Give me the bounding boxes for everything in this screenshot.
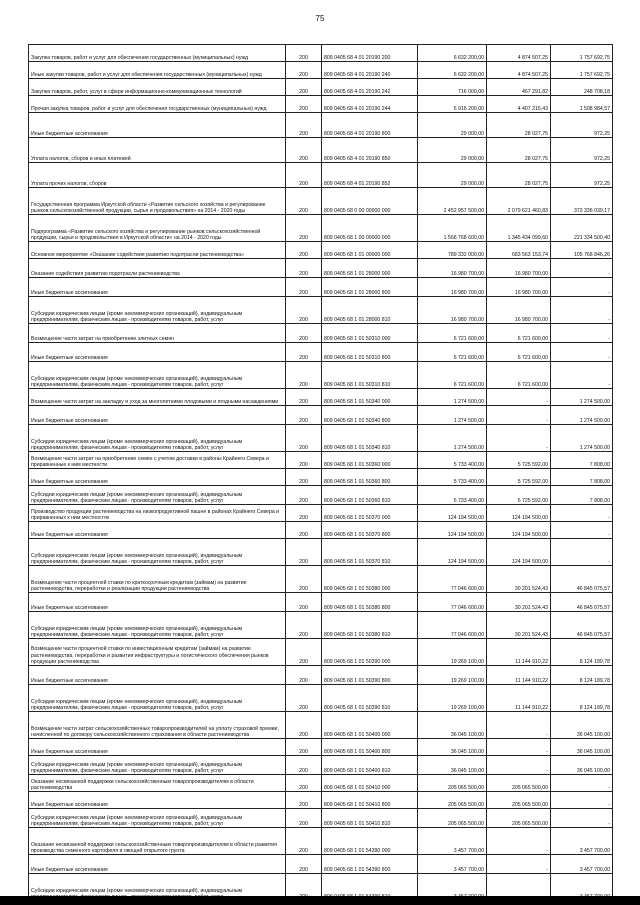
- row-amount-3-cell: -: [551, 775, 613, 792]
- row-amount-2-cell: 205 065 500,00: [487, 792, 551, 809]
- row-name-cell: Иные бюджетные ассигнования: [29, 739, 286, 756]
- row-name-cell: Иные бюджетные ассигнования: [29, 113, 286, 138]
- row-amount-3-cell: 1 508 984,57: [551, 96, 613, 113]
- row-code-cell: 200: [286, 792, 322, 809]
- table-row: [29, 855, 613, 874]
- budget-table: [28, 44, 613, 901]
- row-code-cell: 200: [286, 486, 322, 505]
- row-amount-2-cell: 16 980 700,00: [487, 259, 551, 278]
- row-name-cell: Иные бюджетные ассигнования: [29, 522, 286, 539]
- row-amount-1-cell: 6 721 600,00: [418, 343, 487, 362]
- table-row: [29, 522, 613, 539]
- table-row: [29, 259, 613, 278]
- row-classification-cell: 809 0405 68 1 01 50390 800: [322, 666, 418, 685]
- row-amount-3-cell: 1 757 692,75: [551, 45, 613, 62]
- row-amount-1-cell: 19 269 100,00: [418, 685, 487, 712]
- row-name-cell: Государственная программа Иркутской области «Развитие сельского хозяйства и регулирование рынков сельскохозяйственной продукции, сырья и продовольствия» на 2014 - 2020 годы: [29, 188, 286, 215]
- row-amount-2-cell: -: [487, 389, 551, 406]
- table-row: [29, 278, 613, 297]
- row-amount-3-cell: -: [551, 324, 613, 343]
- table-row: [29, 297, 613, 324]
- row-name-cell: Оказание несвязанной поддержки сельскохозяйственным товаропроизводителям в области развития производства семенного картофеля и овощей открытого грунта: [29, 828, 286, 855]
- row-code-cell: 200: [286, 324, 322, 343]
- row-amount-2-cell: 5 725 592,00: [487, 486, 551, 505]
- row-name-cell: Возмещение части затрат сельскохозяйственных товаропроизводителей на уплату страховой премии, начисленной по договору сельскохозяйственного страхования в области растениеводства: [29, 712, 286, 739]
- table-row: [29, 62, 613, 79]
- row-name-cell: Иные бюджетные ассигнования: [29, 406, 286, 425]
- row-amount-3-cell: 36 045 100,00: [551, 712, 613, 739]
- row-name-cell: Субсидии юридическим лицам (кроме некоммерческих организаций), индивидуальным предпринимателям, физическим лицам - производителям товаров, работ, услуг: [29, 539, 286, 566]
- table-row: [29, 809, 613, 828]
- row-name-cell: Иные бюджетные ассигнования: [29, 343, 286, 362]
- row-code-cell: 200: [286, 215, 322, 242]
- row-amount-1-cell: 6 721 600,00: [418, 324, 487, 343]
- row-amount-2-cell: 30 201 524,43: [487, 593, 551, 612]
- row-code-cell: 200: [286, 242, 322, 259]
- row-amount-3-cell: -: [551, 522, 613, 539]
- row-amount-1-cell: 29 000,00: [418, 113, 487, 138]
- row-name-cell: Возмещение части затрат на приобретение семян с учетом доставки в районы Крайнего Севера и приравненные к ним местности: [29, 452, 286, 469]
- row-classification-cell: 809 0405 68 1 01 50340 810: [322, 425, 418, 452]
- row-amount-1-cell: 36 045 100,00: [418, 756, 487, 775]
- row-amount-1-cell: 1 566 768 600,00: [418, 215, 487, 242]
- row-code-cell: 200: [286, 593, 322, 612]
- row-amount-2-cell: 2 079 621 460,83: [487, 188, 551, 215]
- budget-table-body: [29, 45, 613, 901]
- row-classification-cell: 809 0405 68 1 01 50370 810: [322, 539, 418, 566]
- row-amount-2-cell: 16 980 700,00: [487, 297, 551, 324]
- row-name-cell: Закупка товаров, работ и услуг для обеспечения государственных (муниципальных) нужд: [29, 45, 286, 62]
- row-amount-3-cell: -: [551, 343, 613, 362]
- row-amount-3-cell: 105 768 846,26: [551, 242, 613, 259]
- table-row: [29, 188, 613, 215]
- row-code-cell: 200: [286, 343, 322, 362]
- row-amount-2-cell: -: [487, 828, 551, 855]
- row-amount-2-cell: 11 144 910,22: [487, 639, 551, 666]
- table-row: [29, 389, 613, 406]
- row-amount-2-cell: 28 027,75: [487, 113, 551, 138]
- row-classification-cell: 809 0405 68 1 01 50310 800: [322, 343, 418, 362]
- row-amount-3-cell: 36 045 100,00: [551, 739, 613, 756]
- table-row: [29, 756, 613, 775]
- row-name-cell: Субсидии юридическим лицам (кроме некоммерческих организаций), индивидуальным предпринимателям, физическим лицам - производителям товаров, работ, услуг: [29, 756, 286, 775]
- row-code-cell: 200: [286, 45, 322, 62]
- row-amount-1-cell: 205 065 500,00: [418, 792, 487, 809]
- table-row: [29, 79, 613, 96]
- row-amount-1-cell: 124 194 500,00: [418, 505, 487, 522]
- row-code-cell: 200: [286, 666, 322, 685]
- row-classification-cell: 809 0405 68 1 01 28000 800: [322, 278, 418, 297]
- row-amount-3-cell: -: [551, 505, 613, 522]
- row-amount-1-cell: 16 980 700,00: [418, 297, 487, 324]
- row-classification-cell: 809 0405 68 1 01 50380 800: [322, 593, 418, 612]
- row-classification-cell: 809 0405 68 4 01 20190 244: [322, 96, 418, 113]
- row-classification-cell: 809 0405 68 1 01 50370 000: [322, 505, 418, 522]
- row-amount-2-cell: 467 291,82: [487, 79, 551, 96]
- row-name-cell: Иные бюджетные ассигнования: [29, 469, 286, 486]
- row-code-cell: 200: [286, 756, 322, 775]
- row-amount-1-cell: 29 000,00: [418, 163, 487, 188]
- row-amount-2-cell: -: [487, 425, 551, 452]
- row-amount-1-cell: 6 632 200,00: [418, 62, 487, 79]
- row-code-cell: 200: [286, 138, 322, 163]
- table-row: [29, 775, 613, 792]
- row-amount-3-cell: 248 708,18: [551, 79, 613, 96]
- row-amount-1-cell: 1 274 500,00: [418, 406, 487, 425]
- row-name-cell: Субсидии юридическим лицам (кроме некоммерческих организаций), индивидуальным: [29, 874, 286, 901]
- row-amount-2-cell: 205 065 500,00: [487, 775, 551, 792]
- row-amount-3-cell: 7 808,00: [551, 486, 613, 505]
- row-code-cell: 200: [286, 712, 322, 739]
- row-amount-3-cell: 8 124 189,78: [551, 666, 613, 685]
- row-code-cell: 200: [286, 389, 322, 406]
- row-name-cell: Основное мероприятие «Оказание содействия развитию подотрасли растениеводства»: [29, 242, 286, 259]
- row-amount-2-cell: 205 065 500,00: [487, 809, 551, 828]
- row-amount-2-cell: 6 721 600,00: [487, 362, 551, 389]
- row-name-cell: Иные бюджетные ассигнования: [29, 855, 286, 874]
- row-amount-2-cell: 28 027,75: [487, 138, 551, 163]
- row-amount-3-cell: 7 808,00: [551, 469, 613, 486]
- row-code-cell: 200: [286, 362, 322, 389]
- row-amount-1-cell: 36 045 100,00: [418, 739, 487, 756]
- row-classification-cell: 809 0405 68 1 01 50340 800: [322, 406, 418, 425]
- row-amount-3-cell: 221 334 500,40: [551, 215, 613, 242]
- table-row: [29, 566, 613, 593]
- table-row: [29, 505, 613, 522]
- table-row: [29, 324, 613, 343]
- row-amount-3-cell: 46 845 075,57: [551, 612, 613, 639]
- row-classification-cell: 809 0405 68 1 01 28000 810: [322, 297, 418, 324]
- row-amount-2-cell: -: [487, 712, 551, 739]
- row-name-cell: Оказание содействия развитию подотрасли растениеводства: [29, 259, 286, 278]
- row-classification-cell: 809 0405 68 1 01 28000 000: [322, 259, 418, 278]
- row-amount-2-cell: 11 144 910,22: [487, 666, 551, 685]
- row-classification-cell: 809 0405 68 1 01 50310 810: [322, 362, 418, 389]
- row-code-cell: 200: [286, 685, 322, 712]
- row-amount-2-cell: 124 194 500,00: [487, 505, 551, 522]
- row-name-cell: Возмещение части затрат на закладку и уход за многолетними плодовыми и ягодными насаждениями: [29, 389, 286, 406]
- table-row: [29, 113, 613, 138]
- row-classification-cell: 809 0405 68 1 01 50360 810: [322, 486, 418, 505]
- row-code-cell: 200: [286, 79, 322, 96]
- row-amount-1-cell: 16 980 700,00: [418, 259, 487, 278]
- row-classification-cell: 809 0405 68 1 01 50400 810: [322, 756, 418, 775]
- row-classification-cell: 809 0405 68 1 01 50390 810: [322, 685, 418, 712]
- table-row: [29, 612, 613, 639]
- row-amount-2-cell: 683 563 153,74: [487, 242, 551, 259]
- row-classification-cell: 809 0405 68 4 01 20190 852: [322, 163, 418, 188]
- row-classification-cell: 809 0405 68 4 01 20190 200: [322, 45, 418, 62]
- row-amount-3-cell: -: [551, 809, 613, 828]
- row-amount-1-cell: 1 274 500,00: [418, 389, 487, 406]
- row-amount-3-cell: 1 274 500,00: [551, 425, 613, 452]
- row-amount-2-cell: 124 194 500,00: [487, 539, 551, 566]
- row-classification-cell: 809 0405 68 1 01 50410 810: [322, 809, 418, 828]
- row-amount-1-cell: 29 000,00: [418, 138, 487, 163]
- row-classification-cell: 809 0405 68 4 01 20190 800: [322, 113, 418, 138]
- row-code-cell: 200: [286, 163, 322, 188]
- row-amount-2-cell: 30 201 524,43: [487, 566, 551, 593]
- row-classification-cell: 809 0405 68 4 01 20190 240: [322, 62, 418, 79]
- row-code-cell: 200: [286, 259, 322, 278]
- row-name-cell: Субсидии юридическим лицам (кроме некоммерческих организаций), индивидуальным предпринимателям, физическим лицам - производителям товаров, работ, услуг: [29, 425, 286, 452]
- row-amount-1-cell: 19 269 100,00: [418, 639, 487, 666]
- row-amount-3-cell: -: [551, 297, 613, 324]
- row-classification-cell: 809 0405 68 1 01 54390 800: [322, 855, 418, 874]
- row-code-cell: 200: [286, 775, 322, 792]
- row-amount-2-cell: 4 874 507,25: [487, 45, 551, 62]
- row-amount-1-cell: 5 916 200,00: [418, 96, 487, 113]
- row-name-cell: Субсидии юридическим лицам (кроме некоммерческих организаций), индивидуальным предпринимателям, физическим лицам - производителям товаров, работ, услуг: [29, 809, 286, 828]
- row-amount-2-cell: -: [487, 406, 551, 425]
- row-code-cell: 200: [286, 639, 322, 666]
- row-amount-1-cell: 5 733 400,00: [418, 486, 487, 505]
- row-amount-1-cell: 716 000,00: [418, 79, 487, 96]
- row-classification-cell: 809 0405 68 1 01 50410 000: [322, 775, 418, 792]
- row-amount-2-cell: -: [487, 739, 551, 756]
- row-amount-2-cell: 5 725 592,00: [487, 452, 551, 469]
- table-row: [29, 343, 613, 362]
- row-amount-1-cell: 789 332 000,00: [418, 242, 487, 259]
- row-name-cell: Уплата налогов, сборов и иных платежей: [29, 138, 286, 163]
- row-amount-2-cell: 4 407 215,43: [487, 96, 551, 113]
- table-row: [29, 469, 613, 486]
- row-name-cell: Субсидии юридическим лицам (кроме некоммерческих организаций), индивидуальным предпринимателям, физическим лицам - производителям товаров, работ, услуг: [29, 612, 286, 639]
- row-amount-2-cell: -: [487, 756, 551, 775]
- row-name-cell: Субсидии юридическим лицам (кроме некоммерческих организаций), индивидуальным предпринимателям, физическим лицам - производителям товаров, работ, услуг: [29, 362, 286, 389]
- row-name-cell: Возмещение части затрат на приобретение элитных семян: [29, 324, 286, 343]
- row-code-cell: 200: [286, 406, 322, 425]
- row-amount-2-cell: 11 144 910,22: [487, 685, 551, 712]
- row-amount-1-cell: 5 733 400,00: [418, 469, 487, 486]
- row-code-cell: 200: [286, 566, 322, 593]
- row-code-cell: 200: [286, 96, 322, 113]
- row-name-cell: Иные бюджетные ассигнования: [29, 593, 286, 612]
- table-row: [29, 215, 613, 242]
- table-row: [29, 666, 613, 685]
- row-amount-1-cell: 1 274 500,00: [418, 425, 487, 452]
- row-name-cell: Иные бюджетные ассигнования: [29, 792, 286, 809]
- row-classification-cell: 809 0405 68 1 01 50340 000: [322, 389, 418, 406]
- table-row: [29, 452, 613, 469]
- row-amount-1-cell: 36 045 100,00: [418, 712, 487, 739]
- row-amount-3-cell: -: [551, 278, 613, 297]
- row-amount-3-cell: -: [551, 792, 613, 809]
- table-row: [29, 362, 613, 389]
- row-amount-3-cell: 1 274 500,00: [551, 389, 613, 406]
- table-row: [29, 425, 613, 452]
- row-code-cell: 200: [286, 425, 322, 452]
- row-code-cell: 200: [286, 855, 322, 874]
- row-name-cell: Производство продукции растениеводства на низкопродуктивной пашне в районах Крайнего Севера и приравненных к ним местностях: [29, 505, 286, 522]
- row-classification-cell: 809 0405 68 1 01 50380 810: [322, 612, 418, 639]
- row-code-cell: 200: [286, 62, 322, 79]
- row-amount-2-cell: 124 194 500,00: [487, 522, 551, 539]
- row-code-cell: 200: [286, 452, 322, 469]
- row-amount-3-cell: 972,25: [551, 138, 613, 163]
- row-amount-3-cell: 46 845 075,57: [551, 566, 613, 593]
- row-amount-1-cell: 124 194 500,00: [418, 522, 487, 539]
- row-name-cell: Уплата прочих налогов, сборов: [29, 163, 286, 188]
- row-code-cell: 200: [286, 297, 322, 324]
- row-amount-1-cell: 19 269 100,00: [418, 666, 487, 685]
- row-amount-3-cell: 36 045 100,00: [551, 756, 613, 775]
- row-code-cell: 200: [286, 505, 322, 522]
- row-classification-cell: 809 0405 68 1 01 50360 000: [322, 452, 418, 469]
- row-classification-cell: 809 0405 68 1 01 50370 800: [322, 522, 418, 539]
- row-name-cell: Возмещение части процентной ставки по инвестиционным кредитам (займам) на развитие растениеводства, переработки и развития инфраструктуры и логистического обеспечения рынков продукции растениеводства: [29, 639, 286, 666]
- row-amount-3-cell: 3 457 700,00: [551, 855, 613, 874]
- row-classification-cell: 809 0405 68 0 00 00000 000: [322, 188, 418, 215]
- page-number: 75: [315, 14, 325, 23]
- row-classification-cell: 809 0405 68 1 01 54390 000: [322, 828, 418, 855]
- row-classification-cell: 809 0405 68 1 01 50310 000: [322, 324, 418, 343]
- row-amount-1-cell: 205 065 500,00: [418, 775, 487, 792]
- table-row: [29, 163, 613, 188]
- row-classification-cell: 809 0405 68 4 01 20190 242: [322, 79, 418, 96]
- row-amount-3-cell: 7 808,00: [551, 452, 613, 469]
- row-code-cell: 200: [286, 739, 322, 756]
- row-amount-3-cell: 3 457 700,00: [551, 828, 613, 855]
- row-classification-cell: 809 0405 68 1 01 50390 000: [322, 639, 418, 666]
- table-row: [29, 685, 613, 712]
- row-classification-cell: 809 0405 68 1 01 50400 000: [322, 712, 418, 739]
- row-amount-1-cell: 5 733 400,00: [418, 452, 487, 469]
- row-name-cell: Возмещение части процентной ставки по краткосрочным кредитам (займам) на развитие растениеводства, переработки и реализации продукции растениеводства: [29, 566, 286, 593]
- row-amount-3-cell: -: [551, 259, 613, 278]
- row-amount-1-cell: 205 065 500,00: [418, 809, 487, 828]
- row-amount-3-cell: 1 757 692,75: [551, 62, 613, 79]
- row-classification-cell: 809 0405 68 1 01 50410 800: [322, 792, 418, 809]
- row-classification-cell: 809 0405 68 1 01 50360 800: [322, 469, 418, 486]
- row-name-cell: Прочая закупка товаров, работ и услуг для обеспечения государственных (муниципальных) нужд: [29, 96, 286, 113]
- row-amount-1-cell: 6 632 200,00: [418, 45, 487, 62]
- row-classification-cell: 809 0405 68 1 01 00000 000: [322, 242, 418, 259]
- row-name-cell: Субсидии юридическим лицам (кроме некоммерческих организаций), индивидуальным предпринимателям, физическим лицам - производителям товаров, работ, услуг: [29, 685, 286, 712]
- row-code-cell: 200: [286, 809, 322, 828]
- row-amount-1-cell: 124 194 500,00: [418, 539, 487, 566]
- row-classification-cell: 809 0405 68 1 01 50400 800: [322, 739, 418, 756]
- row-amount-3-cell: -: [551, 539, 613, 566]
- row-amount-1-cell: 16 980 700,00: [418, 278, 487, 297]
- scan-edge: [0, 896, 640, 905]
- row-amount-1-cell: 2 452 957 500,00: [418, 188, 487, 215]
- table-row: [29, 138, 613, 163]
- row-classification-cell: 809 0405 68 1 00 00000 000: [322, 215, 418, 242]
- row-amount-3-cell: 8 124 189,78: [551, 685, 613, 712]
- row-name-cell: Оказание несвязанной поддержки сельскохозяйственным товаропроизводителям в области растениеводства: [29, 775, 286, 792]
- row-amount-1-cell: 77 046 600,00: [418, 593, 487, 612]
- table-row: [29, 593, 613, 612]
- row-name-cell: Подпрограмма «Развитие сельского хозяйства и регулирование рынков сельскохозяйственной продукции, сырья и продовольствия в Иркутской области» на 2014 - 2020 годы: [29, 215, 286, 242]
- row-amount-2-cell: 6 721 600,00: [487, 343, 551, 362]
- row-name-cell: Закупка товаров, работ, услуг в сфере информационно-коммуникационных технологий: [29, 79, 286, 96]
- row-amount-1-cell: 3 457 700,00: [418, 855, 487, 874]
- table-row: [29, 828, 613, 855]
- row-classification-cell: 809 0405 68 4 01 20190 850: [322, 138, 418, 163]
- table-row: [29, 712, 613, 739]
- row-code-cell: 200: [286, 522, 322, 539]
- table-row: [29, 539, 613, 566]
- row-name-cell: Иные закупки товаров, работ и услуг для обеспечения государственных (муниципальных) нужд: [29, 62, 286, 79]
- table-row: [29, 639, 613, 666]
- table-row: [29, 45, 613, 62]
- table-row: [29, 792, 613, 809]
- row-name-cell: Субсидии юридическим лицам (кроме некоммерческих организаций), индивидуальным предпринимателям, физическим лицам - производителям товаров, работ, услуг: [29, 486, 286, 505]
- row-amount-3-cell: 373 336 039,17: [551, 188, 613, 215]
- row-code-cell: 200: [286, 828, 322, 855]
- row-amount-3-cell: -: [551, 362, 613, 389]
- row-amount-3-cell: 8 124 189,78: [551, 639, 613, 666]
- row-code-cell: 200: [286, 539, 322, 566]
- row-classification-cell: 809 0405 68 1 01 50380 000: [322, 566, 418, 593]
- row-code-cell: 200: [286, 612, 322, 639]
- table-row: [29, 486, 613, 505]
- row-amount-2-cell: 1 345 434 099,60: [487, 215, 551, 242]
- row-amount-1-cell: 6 721 600,00: [418, 362, 487, 389]
- row-amount-1-cell: 77 046 600,00: [418, 612, 487, 639]
- row-code-cell: 200: [286, 188, 322, 215]
- row-amount-3-cell: 972,25: [551, 113, 613, 138]
- row-amount-2-cell: 30 201 524,43: [487, 612, 551, 639]
- row-amount-2-cell: -: [487, 855, 551, 874]
- row-code-cell: 200: [286, 469, 322, 486]
- row-amount-1-cell: 3 457 700,00: [418, 828, 487, 855]
- row-name-cell: Субсидии юридическим лицам (кроме некоммерческих организаций), индивидуальным предпринимателям, физическим лицам - производителям товаров, работ, услуг: [29, 297, 286, 324]
- row-code-cell: 200: [286, 113, 322, 138]
- row-name-cell: Иные бюджетные ассигнования: [29, 666, 286, 685]
- row-amount-3-cell: 972,25: [551, 163, 613, 188]
- table-row: [29, 96, 613, 113]
- table-row: [29, 242, 613, 259]
- row-amount-2-cell: 6 721 600,00: [487, 324, 551, 343]
- row-code-cell: 200: [286, 278, 322, 297]
- row-amount-3-cell: 46 845 075,57: [551, 593, 613, 612]
- row-amount-2-cell: 16 980 700,00: [487, 278, 551, 297]
- table-row: [29, 406, 613, 425]
- row-amount-3-cell: 1 274 500,00: [551, 406, 613, 425]
- row-amount-2-cell: 5 725 592,00: [487, 469, 551, 486]
- row-amount-2-cell: 28 027,75: [487, 163, 551, 188]
- row-name-cell: Иные бюджетные ассигнования: [29, 278, 286, 297]
- row-amount-2-cell: 4 874 507,25: [487, 62, 551, 79]
- row-amount-1-cell: 77 046 600,00: [418, 566, 487, 593]
- table-row: [29, 739, 613, 756]
